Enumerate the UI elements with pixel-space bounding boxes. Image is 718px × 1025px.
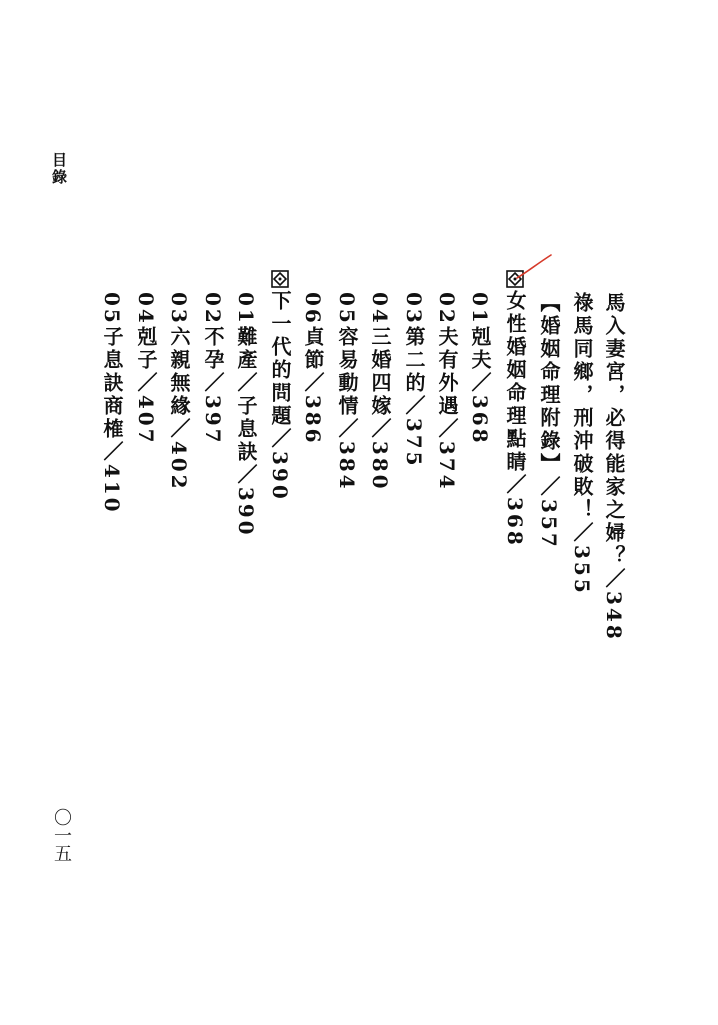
toc-entry: 05子息訣商榷／410 [100, 292, 124, 515]
toc-section-heading: 下一代的問題／390 [268, 290, 292, 502]
toc-entry: 06貞節／386 [301, 292, 325, 446]
toc-section-heading: 女性婚姻命理點睛／368 [503, 290, 527, 548]
toc-entry: 04三婚四嫁／380 [368, 292, 392, 492]
red-pen-mark [515, 252, 555, 282]
toc-entry: 02夫有外遇／374 [435, 292, 459, 492]
toc-entry: 03六親無緣／402 [167, 292, 191, 492]
toc-entry: 02不孕／397 [201, 292, 225, 446]
diamond-box-icon [271, 270, 289, 288]
toc-entry: 03第二的／375 [402, 292, 426, 469]
toc-entry: 馬入妻宮，必得能家之婦？／348 [602, 292, 626, 642]
page-number: 〇一五 [51, 808, 72, 862]
toc-entry: 01剋夫／368 [468, 292, 492, 446]
toc-entry: 01難產／子息訣／390 [234, 292, 258, 538]
toc-entry: 05容易動情／384 [335, 292, 359, 492]
toc-entry: 祿馬同鄉，刑沖破敗！／355 [570, 292, 594, 596]
chapter-label: 目錄 [50, 152, 68, 186]
toc-entry: 【婚姻命理附錄】／357 [537, 292, 561, 550]
toc-entry: 04剋子／407 [134, 292, 158, 446]
